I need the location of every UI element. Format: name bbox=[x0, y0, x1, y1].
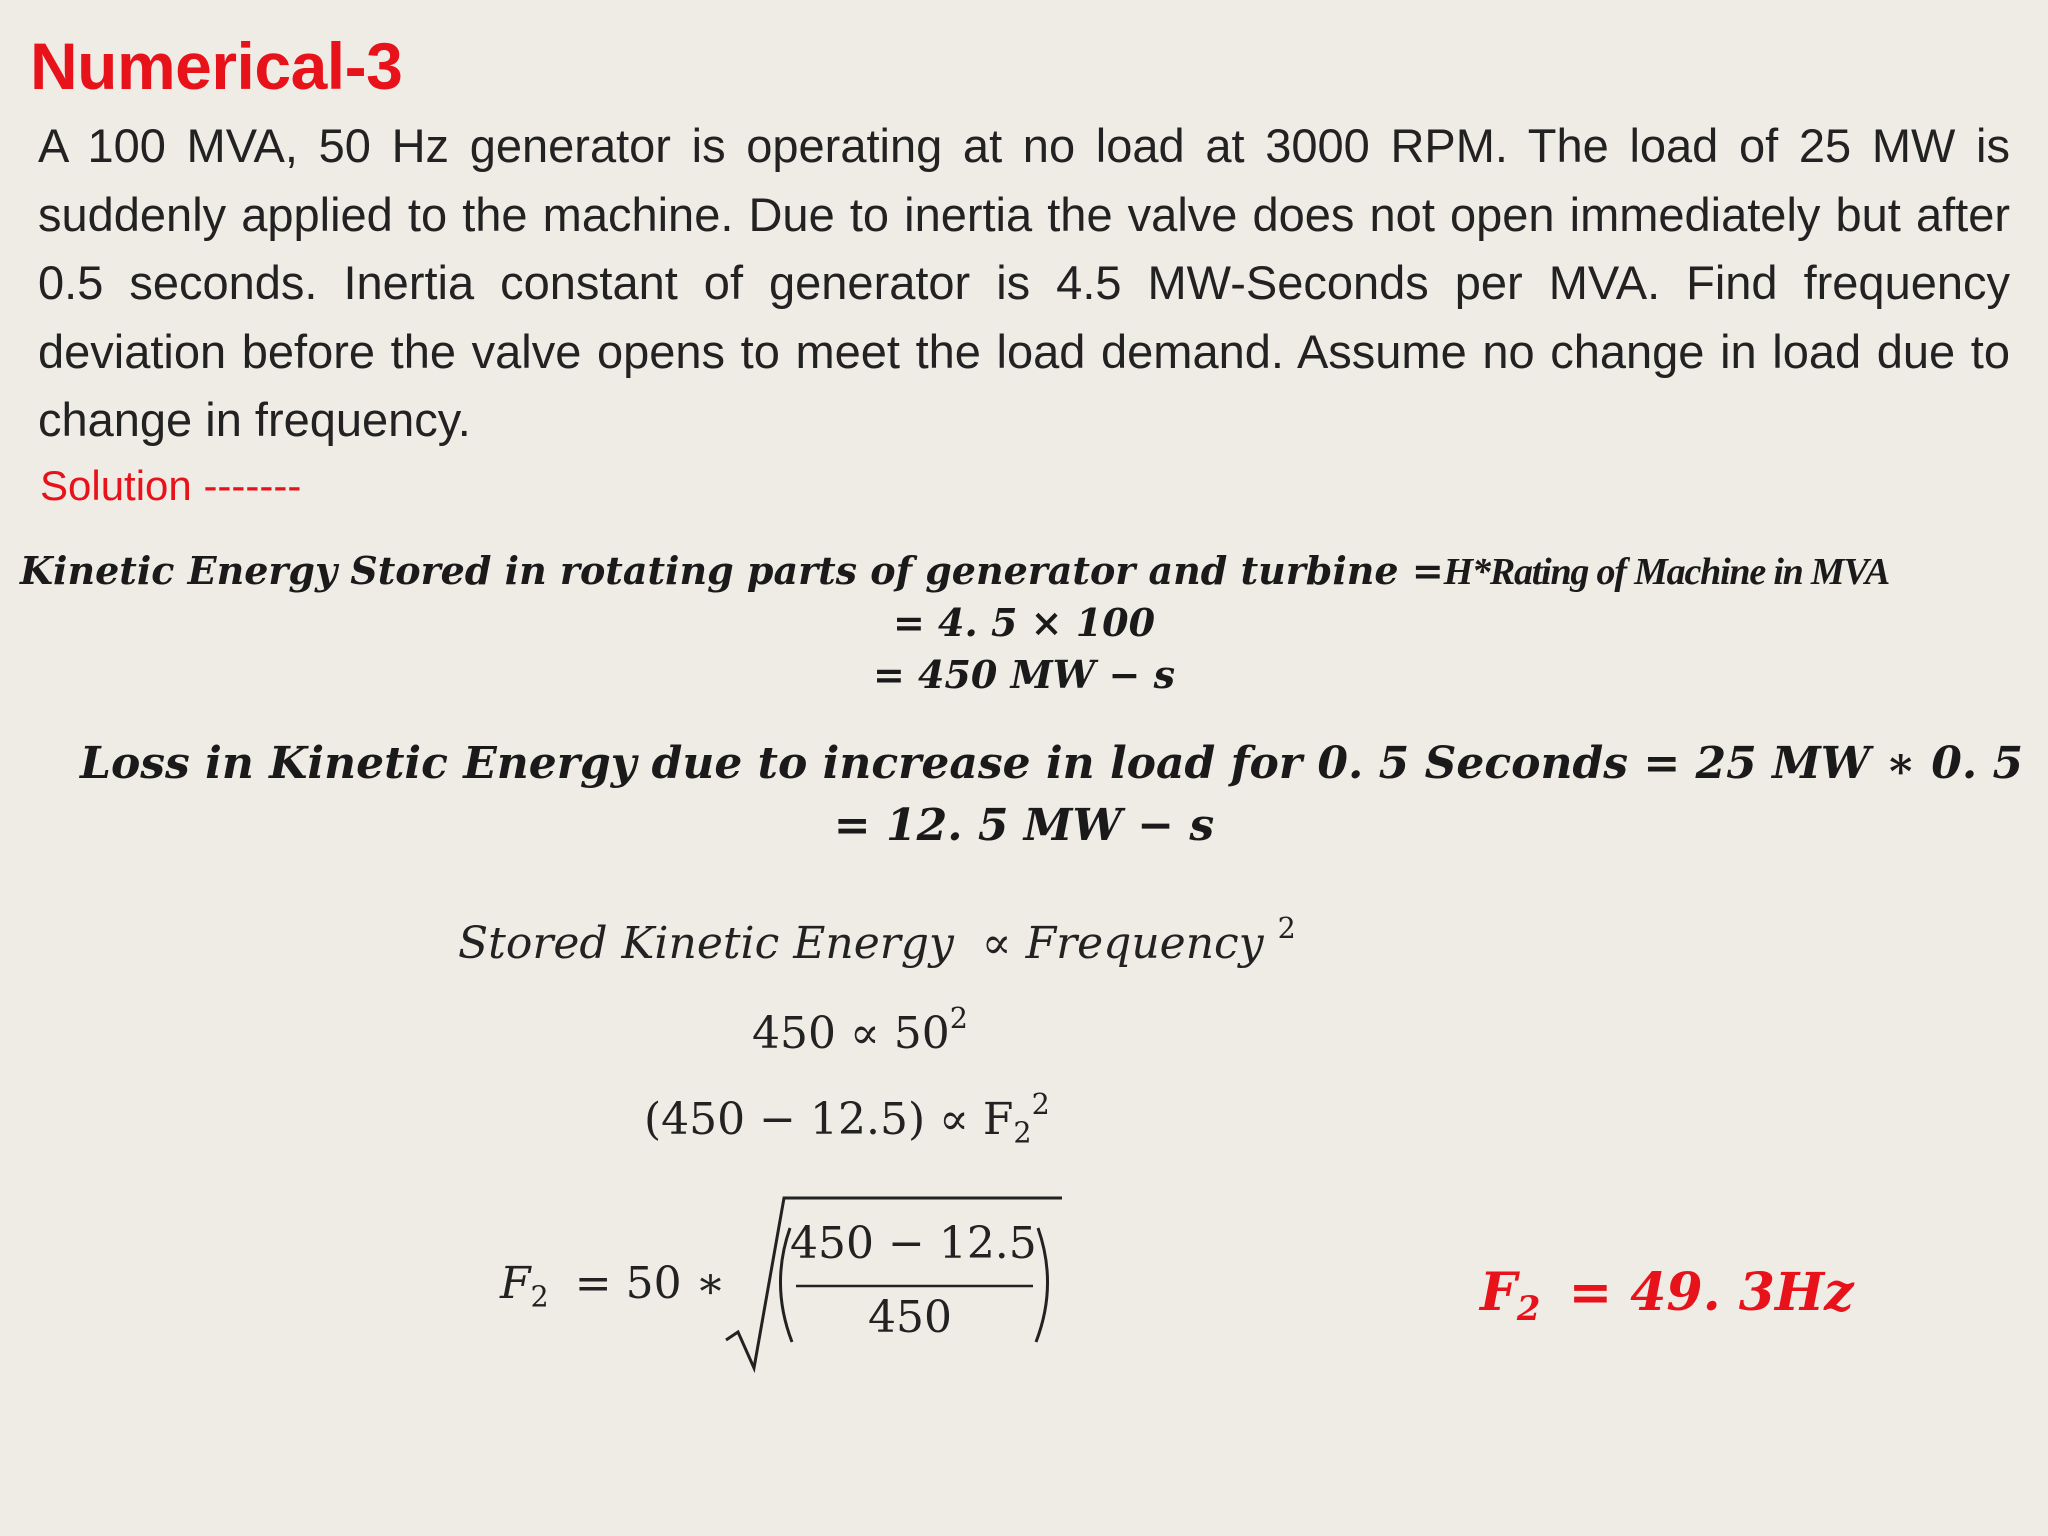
proportional-line1 bbox=[458, 910, 1296, 969]
formula-variable: F bbox=[500, 1258, 531, 1309]
kinetic-energy-rhs: H*Rating of Machine in MVA bbox=[1443, 551, 1889, 593]
loss-equation-line1: Loss in Kinetic Energy due to increase in load for 0. 5 Seconds = 25 MW ∗ 0. 5 bbox=[80, 738, 2024, 789]
proportional-symbol: ∝ bbox=[981, 918, 1012, 969]
kinetic-energy-step2: = 450 MW − s bbox=[872, 652, 1176, 697]
proportional-exponent: 2 bbox=[1277, 910, 1296, 945]
answer-variable: F bbox=[1480, 1262, 1517, 1323]
kinetic-energy-step1: = 4. 5 × 100 bbox=[892, 600, 1156, 645]
formula-lhs bbox=[500, 1258, 726, 1314]
answer-value: = 49. 3Hz bbox=[1568, 1262, 1854, 1323]
formula-multiplier: = 50 ∗ bbox=[574, 1258, 726, 1309]
proportional-line3-base: (450 − 12.5) ∝ F bbox=[644, 1094, 1014, 1145]
solution-label: Solution ------- bbox=[40, 462, 302, 509]
answer-subscript: 2 bbox=[1516, 1288, 1541, 1329]
proportional-line2 bbox=[752, 1000, 968, 1059]
proportional-line3-exp: 2 bbox=[1031, 1086, 1050, 1121]
proportional-line2-exp: 2 bbox=[949, 1000, 968, 1035]
proportional-line3 bbox=[644, 1086, 1050, 1150]
slide-title: Numerical-3 bbox=[30, 29, 403, 103]
proportional-lhs: Stored Kinetic Energy bbox=[458, 918, 954, 969]
fraction-numerator: 450 − 12.5 bbox=[790, 1218, 1037, 1269]
final-answer bbox=[1480, 1262, 1854, 1329]
kinetic-energy-equation bbox=[20, 548, 2030, 594]
kinetic-energy-lhs: Kinetic Energy Stored in rotating parts of generator and turbine = bbox=[20, 548, 1444, 593]
problem-statement: A 100 MVA, 50 Hz generator is operating at no load at 3000 RPM. The load of 25 MW is suddenly applied to the machine. Due to inertia the valve does not open immediately but after 0.5 seconds. Inertia constant of generator is 4.5 MW-Seconds per MVA. Find frequency deviation before the valve opens to meet the load demand. Assume no change in load due to change in frequency. bbox=[38, 119, 2010, 446]
proportional-line2-base: 450 ∝ 50 bbox=[752, 1008, 950, 1059]
formula-subscript: 2 bbox=[530, 1279, 549, 1314]
right-paren bbox=[1036, 1228, 1048, 1342]
proportional-line3-sub: 2 bbox=[1013, 1115, 1032, 1150]
fraction-denominator: 450 bbox=[868, 1292, 952, 1343]
proportional-rhs: Frequency bbox=[1025, 918, 1264, 969]
loss-equation-line2: = 12. 5 MW − s bbox=[833, 800, 1215, 851]
